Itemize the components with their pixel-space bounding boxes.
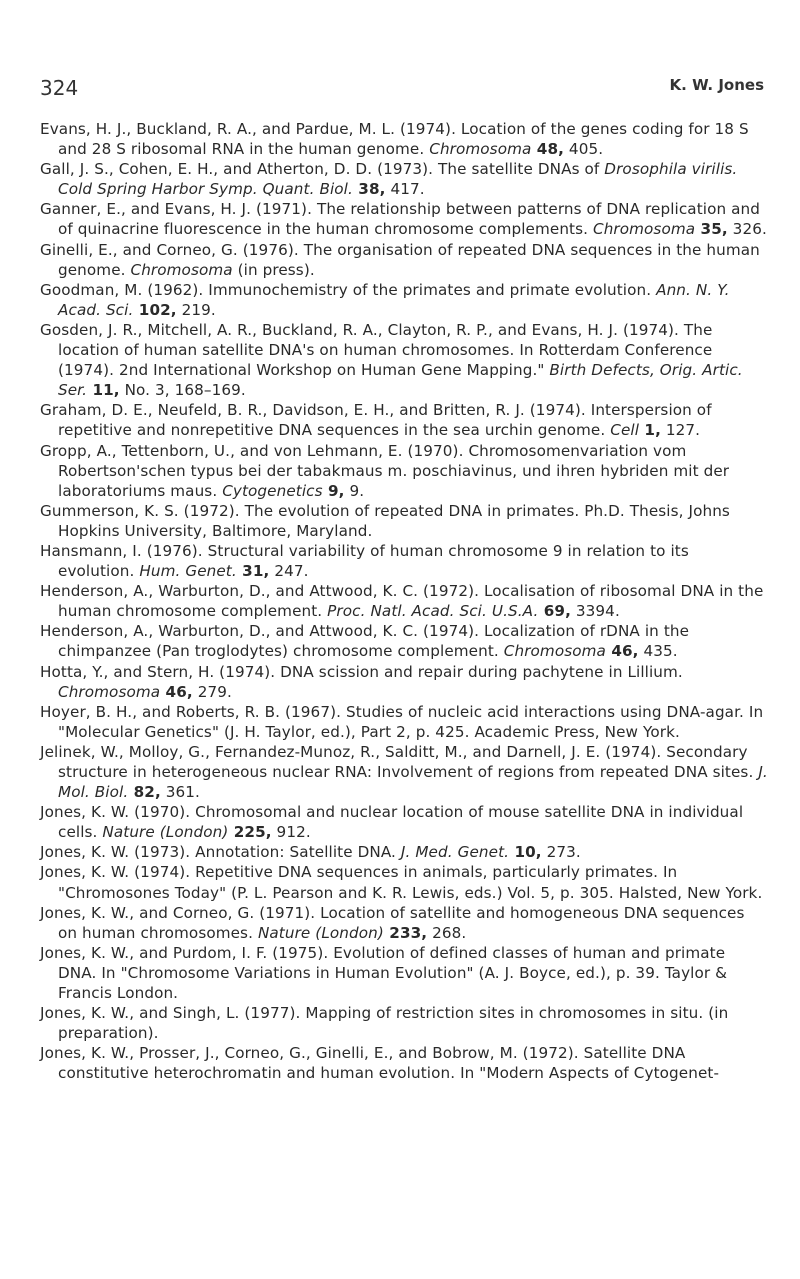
reference-journal: Hum. Genet.	[139, 562, 237, 581]
reference-journal: Drosophila virilis. Cold Spring Harbor Symp. Quant. Biol.	[58, 160, 738, 199]
reference-authors: Gummerson, K. S. (1972).	[40, 501, 240, 520]
reference-pages: 273.	[541, 843, 581, 862]
reference-volume: 31,	[236, 562, 270, 581]
reference-entry	[40, 742, 768, 802]
reference-entry	[40, 240, 768, 280]
reference-entry	[40, 320, 768, 400]
reference-title: The satellite DNAs of	[433, 160, 605, 179]
reference-title: Mapping of restriction sites in chromosomes in situ. (in preparation).	[58, 1004, 729, 1043]
reference-volume: 46,	[605, 642, 639, 661]
reference-authors: Jones, K. W., and Corneo, G. (1971).	[40, 903, 316, 922]
reference-entry	[40, 903, 768, 943]
reference-title: Repetitive DNA sequences in animals, particularly primates. In "Chromosones Today" (P. L. Pearson and K. R. Lewis, eds.) Vol. 5, p. 305. Halsted, New York.	[58, 863, 763, 902]
reference-title: Chromosomenvariation vom Robertson'schen typus bei der tabakmaus m. poschiavinus, und ihren hybriden mit der laboratoriums maus.	[58, 441, 730, 500]
reference-journal: Chromosoma	[58, 682, 161, 701]
reference-entry	[40, 541, 768, 581]
reference-pages: 417.	[385, 180, 425, 199]
reference-volume: 225,	[228, 823, 272, 842]
reference-title: The location of human satellite DNA's on human chromosomes. In Rotterdam Conference (1974). 2nd International Workshop on Human Gene Mapping."	[58, 320, 713, 380]
reference-authors: Ginelli, E., and Corneo, G. (1976).	[40, 240, 299, 259]
reference-journal: Chromosoma	[429, 140, 532, 159]
reference-title: Annotation: Satellite DNA.	[190, 843, 401, 862]
reference-volume: 1,	[639, 421, 661, 440]
reference-authors: Ganner, E., and Evans, H. J. (1971).	[40, 200, 313, 219]
reference-volume: 82,	[128, 783, 161, 802]
reference-authors: Gropp, A., Tettenborn, U., and von Lehmann, E. (1970).	[40, 441, 464, 460]
reference-authors: Jones, K. W., and Purdom, I. F. (1975).	[40, 943, 329, 962]
reference-authors: Gosden, J. R., Mitchell, A. R., Buckland, R. A., Clayton, R. P., and Evans, H. J. (1974).	[40, 320, 679, 339]
page-header	[40, 76, 764, 100]
reference-authors: Graham, D. E., Neufeld, B. R., Davidson, E. H., and Britten, R. J. (1974).	[40, 401, 586, 420]
reference-entry	[40, 1043, 768, 1083]
reference-journal: Cytogenetics	[222, 481, 323, 500]
reference-title: Immunochemistry of the primates and primate evolution.	[203, 280, 657, 299]
reference-authors: Hansmann, I. (1976).	[40, 541, 203, 560]
reference-pages: 219.	[176, 300, 216, 319]
reference-title: Studies of nucleic acid interactions using DNA-agar. In "Molecular Genetics" (J. H. Taylor, ed.), Part 2, p. 425. Academic Press, New York.	[58, 702, 764, 741]
reference-entry	[40, 621, 768, 661]
reference-entry	[40, 119, 768, 159]
reference-pages: 268.	[427, 923, 467, 942]
reference-journal: Ann. N. Y. Acad. Sci.	[58, 280, 730, 319]
reference-title: The organisation of repeated DNA sequences in the human genome.	[58, 240, 760, 279]
reference-authors: Hotta, Y., and Stern, H. (1974).	[40, 662, 276, 681]
reference-title: The relationship between patterns of DNA replication and of quinacrine fluorescence in the human chromosome complements.	[58, 200, 760, 239]
reference-title: Satellite DNA constitutive heterochromatin and human evolution. In "Modern Aspects of Cytogenet-	[58, 1044, 720, 1083]
reference-title: Structural variability of human chromosome 9 in relation to its evolution.	[58, 541, 689, 581]
reference-authors: Hoyer, B. H., and Roberts, R. B. (1967).	[40, 702, 342, 721]
reference-title: Localisation of ribosomal DNA in the human chromosome complement.	[58, 582, 764, 621]
reference-volume: 9,	[322, 481, 345, 500]
reference-entry	[40, 943, 768, 1003]
reference-journal: Chromosoma	[503, 642, 606, 661]
reference-authors: Jones, K. W., and Singh, L. (1977).	[40, 1004, 301, 1023]
reference-entry	[40, 802, 768, 842]
reference-authors: Henderson, A., Warburton, D., and Attwood, K. C. (1972).	[40, 582, 480, 601]
reference-journal: Chromosoma	[130, 260, 233, 279]
reference-volume: 11,	[87, 381, 120, 400]
reference-title: Evolution of defined classes of human and primate DNA. In "Chromosome Variations in Human Evolution" (A. J. Boyce, ed.), p. 39. Taylor & Francis London.	[58, 943, 728, 1003]
reference-pages: 3394.	[570, 602, 620, 621]
reference-title: Location of the genes coding for 18 S and 28 S ribosomal RNA in the human genome.	[58, 120, 749, 159]
reference-title: Chromosomal and nuclear location of mouse satellite DNA in individual cells.	[58, 803, 744, 842]
reference-entry	[40, 400, 768, 440]
reference-volume: 10,	[509, 843, 542, 862]
reference-entry	[40, 581, 768, 621]
reference-title: The evolution of repeated DNA in primates. Ph.D. Thesis, Johns Hopkins University, Baltimore, Maryland.	[58, 501, 730, 540]
reference-journal: Birth Defects, Orig. Artic. Ser.	[58, 361, 743, 400]
reference-journal: Nature (London)	[102, 823, 229, 842]
reference-entry	[40, 199, 768, 239]
reference-volume: 69,	[538, 602, 571, 621]
reference-pages: 912.	[271, 823, 311, 842]
reference-pages: 127.	[660, 421, 701, 440]
reference-authors: Gall, J. S., Cohen, E. H., and Atherton, D. D. (1973).	[40, 160, 434, 179]
reference-authors: Goodman, M. (1962).	[40, 280, 204, 299]
reference-authors: Jones, K. W., Prosser, J., Corneo, G., Ginelli, E., and Bobrow, M. (1972).	[40, 1044, 579, 1063]
reference-title: Localization of rDNA in the chimpanzee (Pan troglodytes) chromosome complement.	[58, 622, 690, 661]
reference-entry	[40, 280, 768, 320]
reference-pages: 279.	[192, 682, 232, 701]
reference-title: Secondary structure in heterogeneous nuclear RNA: Involvement of regions from repeated DNA sites.	[58, 742, 759, 781]
reference-volume: 46,	[160, 682, 193, 701]
reference-entry	[40, 159, 768, 199]
reference-journal: Cell	[610, 421, 640, 440]
reference-journal: J. Mol. Biol.	[58, 763, 768, 802]
reference-pages: (in press).	[232, 260, 315, 279]
reference-volume: 102,	[133, 300, 177, 319]
reference-pages: 435.	[638, 642, 678, 661]
reference-title: DNA scission and repair during pachytene in Lillium.	[275, 662, 683, 681]
reference-pages: 9.	[344, 481, 365, 500]
reference-journal: J. Med. Genet.	[400, 843, 510, 862]
reference-title: Interspersion of repetitive and nonrepetitive DNA sequences in the sea urchin genome.	[58, 401, 712, 440]
reference-authors: Jelinek, W., Molloy, G., Fernandez-Munoz, R., Salditt, M., and Darnell, J. E. (1974).	[40, 742, 662, 761]
reference-authors: Jones, K. W. (1974).	[40, 863, 191, 882]
reference-entry	[40, 1003, 768, 1043]
page-number: 324	[40, 76, 79, 100]
reference-authors: Jones, K. W. (1973).	[40, 843, 191, 862]
reference-entry	[40, 702, 768, 742]
reference-volume: 233,	[383, 923, 428, 942]
reference-pages: 247.	[269, 562, 309, 581]
reference-volume: 35,	[695, 220, 728, 239]
reference-entry	[40, 441, 768, 501]
reference-entry	[40, 842, 768, 862]
reference-pages: 405.	[564, 140, 604, 159]
reference-journal: Chromosoma	[592, 220, 696, 239]
reference-pages: No. 3, 168–169.	[119, 381, 246, 400]
reference-volume: 48,	[531, 140, 564, 159]
running-head: K. W. Jones	[669, 76, 764, 94]
reference-entry	[40, 501, 768, 541]
reference-volume: 38,	[352, 180, 386, 199]
reference-pages: 361.	[160, 783, 200, 802]
reference-authors: Evans, H. J., Buckland, R. A., and Pardue, M. L. (1974).	[40, 120, 456, 138]
reference-pages: 326.	[727, 220, 767, 239]
reference-authors: Jones, K. W. (1970).	[40, 803, 191, 822]
reference-journal: Proc. Natl. Acad. Sci. U.S.A.	[327, 602, 539, 621]
reference-entry	[40, 662, 768, 702]
reference-authors: Henderson, A., Warburton, D., and Attwood, K. C. (1974).	[40, 622, 480, 641]
reference-journal: Nature (London)	[257, 923, 384, 942]
reference-title: Location of satellite and homogeneous DNA sequences on human chromosomes.	[58, 903, 745, 942]
reference-list	[40, 119, 768, 1084]
reference-entry	[40, 862, 768, 902]
